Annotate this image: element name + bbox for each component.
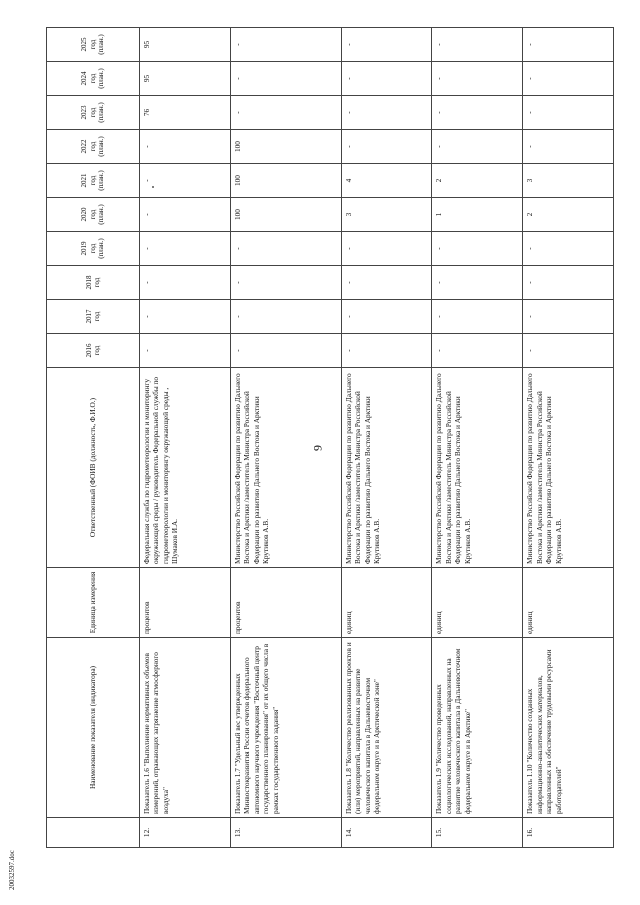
row-number: 16. — [523, 818, 614, 848]
row-value-2020: 3 — [341, 198, 432, 232]
header-year-note: год — [93, 277, 101, 288]
header-year-value: 2023 — [80, 105, 89, 120]
rotated-table-container — [46, 28, 614, 848]
header-year-value: 2016 — [84, 343, 93, 358]
row-indicator: Показатель 1.8 "Количество реализованных проектов и (или) мероприятий, направленных на развитие человеческого капитала в Дальневосточном федеральном округе и в Арктической зоне" — [341, 638, 432, 818]
header-year-value: 2020 — [80, 207, 89, 222]
header-year-note: год (план.) — [88, 68, 106, 89]
row-unit: единиц — [523, 568, 614, 638]
header-year-value: 2025 — [80, 37, 89, 52]
row-value-2021: 100 — [230, 164, 341, 198]
header-year-value: 2024 — [80, 71, 89, 86]
header-year-2023 — [47, 96, 140, 130]
header-indicator: Наименование показателя (индикатора) — [47, 638, 140, 818]
header-year-note: год (план.) — [88, 238, 106, 259]
row-unit: процентов — [140, 568, 231, 638]
row-value-2025: - — [523, 28, 614, 62]
row-value-2021: 3 — [523, 164, 614, 198]
row-value-2020: - — [140, 198, 231, 232]
header-number — [47, 818, 140, 848]
row-value-2019: - — [341, 232, 432, 266]
row-value-2020: 100 — [230, 198, 341, 232]
row-indicator: Показатель 1.9 "Количество проведенных социологических исследований, направленных на развитие человеческого капитала в Дальневосточном федеральном округе и в Арктике" — [432, 638, 523, 818]
row-value-2022: - — [432, 130, 523, 164]
document-code: 20032597.doc — [8, 850, 16, 890]
header-year-2017 — [47, 300, 140, 334]
header-year-2018 — [47, 266, 140, 300]
header-year-note: год (план.) — [88, 102, 106, 123]
row-responsible: Министерство Российской Федерации по развитию Дальнего Востока и Арктики /заместитель Министра Российской Федерации по развитию Дальнего Востока и Арктики Крутиков А.В. — [341, 368, 432, 568]
header-year-note: год (план.) — [88, 170, 106, 191]
row-indicator: Показатель 1.6 "Выполнение нормативных объемов измерений, отражающих загрязнение атмосферного воздуха" — [140, 638, 231, 818]
row-value-2023: - — [230, 96, 341, 130]
header-year-value: 2019 — [80, 241, 89, 256]
table-row — [341, 28, 432, 848]
header-year-2019 — [47, 232, 140, 266]
row-value-2016: - — [523, 334, 614, 368]
row-value-2025: - — [230, 28, 341, 62]
row-value-2017: - — [230, 300, 341, 334]
row-value-2025: 95 — [140, 28, 231, 62]
header-year-value: 2018 — [84, 275, 93, 290]
row-unit: единиц — [432, 568, 523, 638]
row-number: 13. — [230, 818, 341, 848]
header-year-note: год (план.) — [88, 136, 106, 157]
header-year-2021 — [47, 164, 140, 198]
header-year-note: год — [93, 311, 101, 322]
row-value-2022: - — [523, 130, 614, 164]
header-year-2022 — [47, 130, 140, 164]
row-value-2024: - — [341, 62, 432, 96]
row-value-2023: - — [432, 96, 523, 130]
row-value-2022: - — [140, 130, 231, 164]
row-value-2021: - — [140, 164, 231, 198]
indicators-table — [46, 27, 614, 848]
row-value-2018: - — [523, 266, 614, 300]
header-year-value: 2022 — [80, 139, 89, 154]
row-value-2024: - — [523, 62, 614, 96]
header-year-value: 2017 — [84, 309, 93, 324]
row-value-2019: - — [523, 232, 614, 266]
table-row — [432, 28, 523, 848]
table-row — [140, 28, 231, 848]
header-unit: Единица измерения — [47, 568, 140, 638]
row-value-2020: 2 — [523, 198, 614, 232]
row-value-2016: - — [230, 334, 341, 368]
page-number: 9 — [310, 445, 325, 451]
row-value-2017: - — [341, 300, 432, 334]
row-value-2017: - — [432, 300, 523, 334]
header-year-note: год — [93, 345, 101, 356]
row-value-2023: 76 — [140, 96, 231, 130]
row-value-2019: - — [230, 232, 341, 266]
row-value-2023: - — [341, 96, 432, 130]
table-row — [230, 28, 341, 848]
row-value-2025: - — [432, 28, 523, 62]
row-indicator: Показатель 1.10 "Количество созданных информационно-аналитических материалов, направленных на обеспечение трудовыми ресурсами работодателей" — [523, 638, 614, 818]
row-value-2024: - — [230, 62, 341, 96]
row-value-2016: - — [341, 334, 432, 368]
header-responsible: Ответственный (ФОИВ (должность, Ф.И.О.) — [47, 368, 140, 568]
row-value-2017: - — [523, 300, 614, 334]
header-year-2025 — [47, 28, 140, 62]
row-value-2018: - — [140, 266, 231, 300]
header-year-2020 — [47, 198, 140, 232]
row-responsible: Министерство Российской Федерации по развитию Дальнего Востока и Арктики /заместитель Министра Российской Федерации по развитию Дальнего Востока и Арктики Крутиков А.В. — [230, 368, 341, 568]
row-value-2020: 1 — [432, 198, 523, 232]
row-responsible: Министерство Российской Федерации по развитию Дальнего Востока и Арктики /заместитель Министра Российской Федерации по развитию Дальнего Востока и Арктики Крутиков А.В. — [432, 368, 523, 568]
header-year-2024 — [47, 62, 140, 96]
row-value-2018: - — [432, 266, 523, 300]
row-unit: процентов — [230, 568, 341, 638]
header-year-value: 2021 — [80, 173, 89, 188]
row-value-2019: - — [432, 232, 523, 266]
row-number: 15. — [432, 818, 523, 848]
row-value-2024: - — [432, 62, 523, 96]
row-value-2019: - — [140, 232, 231, 266]
row-value-2022: - — [341, 130, 432, 164]
table-row — [523, 28, 614, 848]
row-value-2021: 2 — [432, 164, 523, 198]
header-year-note: год (план.) — [88, 204, 106, 225]
row-value-2021: 4 — [341, 164, 432, 198]
row-value-2016: - — [432, 334, 523, 368]
row-value-2016: - — [140, 334, 231, 368]
row-responsible: Федеральная служба по гидрометеорологии и мониторингу окружающей среды / руководитель Федеральной службы по гидрометеорологии и мониторингу окружающей среды , Шумаков И.А. — [140, 368, 231, 568]
table-header-row — [47, 28, 140, 848]
row-value-2024: 95 — [140, 62, 231, 96]
row-value-2018: - — [341, 266, 432, 300]
row-value-2018: - — [230, 266, 341, 300]
row-value-2023: - — [523, 96, 614, 130]
row-indicator: Показатель 1.7 "Удельный вес утвержденных Минвостокразвития России отчетов федерального автономного научного учреждения "Восточный центр государственного планирования" от их общего числа в рамках государственного задания" — [230, 638, 341, 818]
row-number: 12. — [140, 818, 231, 848]
header-year-2016 — [47, 334, 140, 368]
row-value-2017: - — [140, 300, 231, 334]
row-number: 14. — [341, 818, 432, 848]
row-value-2022: 100 — [230, 130, 341, 164]
header-year-note: год (план.) — [88, 34, 106, 55]
row-unit: единиц — [341, 568, 432, 638]
row-responsible: Министерство Российской Федерации по развитию Дальнего Востока и Арктики /заместитель Министра Российской Федерации по развитию Дальнего Востока и Арктики Крутиков А.В. — [523, 368, 614, 568]
row-value-2025: - — [341, 28, 432, 62]
